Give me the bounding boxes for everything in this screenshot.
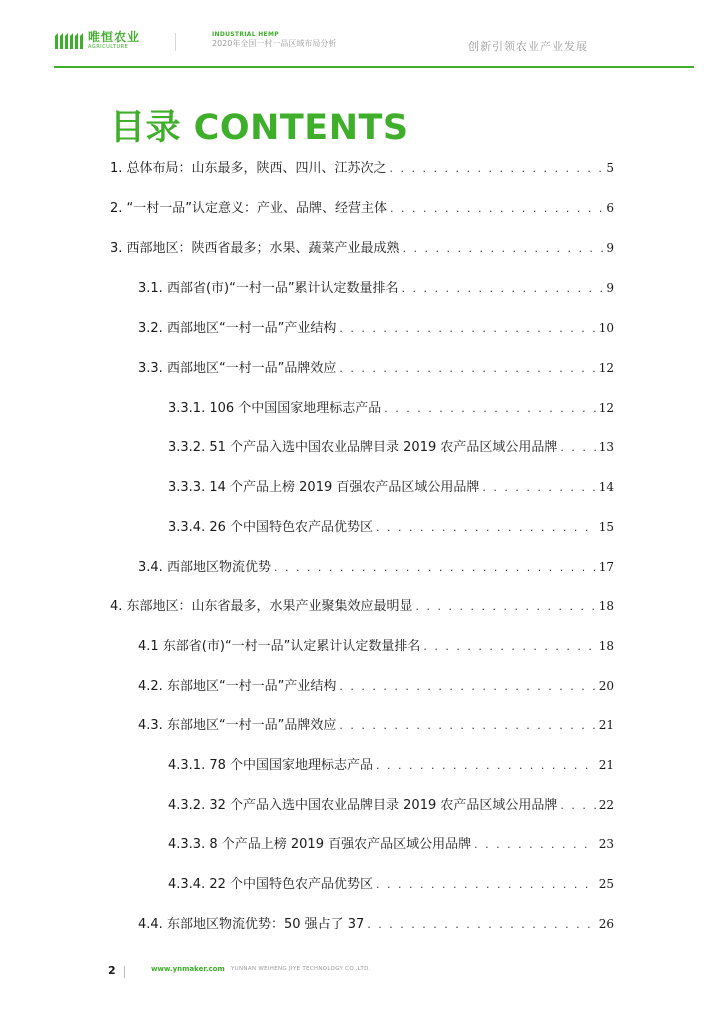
footer-divider (124, 966, 125, 978)
header-en-title: INDUSTRIAL HEMP (212, 31, 279, 38)
page-header (0, 0, 724, 70)
toc-entry-page: 18 (598, 639, 614, 653)
header-rule (54, 66, 694, 68)
toc-entry-page: 23 (598, 837, 614, 851)
toc-entry[interactable] (138, 278, 614, 298)
toc-entry-page: 9 (606, 281, 614, 295)
toc-entry-page: 26 (598, 917, 614, 931)
toc-entry[interactable] (110, 596, 614, 616)
toc-title: 目录 CONTENTS (110, 108, 409, 148)
toc-entry-label: 4.3.4. 22 个中国特色农产品优势区 (168, 877, 374, 892)
toc-entry-label: 4.3.2. 32 个产品入选中国农业品牌目录 2019 农产品区域公用品牌 (168, 798, 558, 813)
toc-entry-label: 3.3.3. 14 个产品上榜 2019 百强农产品区域公用品牌 (168, 480, 480, 495)
toc-leader-dots (339, 359, 595, 379)
toc-entry[interactable] (138, 358, 614, 378)
toc-entry-page: 21 (598, 758, 614, 772)
page-footer (0, 960, 724, 990)
footer-page-number: 2 (108, 964, 116, 977)
toc-leader-dots (390, 199, 603, 219)
toc-entry-label: 4.1 东部省(市)“一村一品”认定累计认定数量排名 (138, 639, 421, 654)
toc-leader-dots (376, 756, 596, 776)
toc-leader-dots (339, 716, 595, 736)
toc-entry[interactable] (168, 874, 614, 894)
toc-entry[interactable] (168, 755, 614, 775)
header-slogan: 创新引领农业产业发展 (468, 40, 588, 53)
toc-leader-dots (339, 677, 595, 697)
logo-leaf-icon (54, 30, 84, 50)
toc-leader-dots (339, 319, 595, 339)
toc-entry-page: 14 (598, 480, 614, 494)
footer-company-name: YUNNAN WEIHENG JIYE TECHNOLOGY CO.,LTD. (231, 966, 371, 972)
logo-cn-text: 唯恒农业 (88, 29, 141, 44)
header-divider (175, 33, 176, 51)
toc-entry[interactable] (168, 795, 614, 815)
toc-leader-dots (384, 399, 595, 419)
toc-entry-label: 1. 总体布局：山东最多，陕西、四川、江苏次之 (110, 161, 387, 176)
toc-entry-label: 3.3.2. 51 个产品入选中国农业品牌目录 2019 农产品区域公用品牌 (168, 440, 558, 455)
toc-entry[interactable] (138, 318, 614, 338)
header-report-title (212, 31, 336, 49)
toc-leader-dots (416, 597, 596, 617)
toc-entry-page: 9 (606, 241, 614, 255)
toc-entry[interactable] (138, 557, 614, 577)
toc-entry-label: 3.2. 西部地区“一村一品”产业结构 (138, 321, 337, 336)
toc-leader-dots (423, 637, 595, 657)
toc-entry-label: 3.1. 西部省(市)“一村一品”累计认定数量排名 (138, 281, 399, 296)
toc-leader-dots (376, 518, 596, 538)
toc-entry-page: 10 (598, 321, 614, 335)
toc-entry-label: 3.4. 西部地区物流优势 (138, 560, 271, 575)
toc-leader-dots (403, 239, 604, 259)
toc-entry[interactable] (168, 517, 614, 537)
toc-entry-page: 13 (598, 440, 614, 454)
toc-entry[interactable] (168, 477, 614, 497)
toc-entry[interactable] (168, 834, 614, 854)
toc-entry[interactable] (168, 437, 614, 457)
toc-entry-page: 22 (598, 798, 614, 812)
toc-leader-dots (402, 279, 604, 299)
toc-entry-label: 3.3.1. 106 个中国国家地理标志产品 (168, 401, 382, 416)
toc-entry[interactable] (138, 636, 614, 656)
toc-entry-page: 12 (598, 361, 614, 375)
toc-entry-page: 5 (606, 161, 614, 175)
toc-leader-dots (367, 915, 595, 935)
toc-leader-dots (376, 875, 596, 895)
toc-entry[interactable] (138, 914, 614, 934)
footer-website-link[interactable]: www.ynmaker.com (151, 965, 225, 973)
toc-entry-label: 3. 西部地区：陕西省最多；水果、蔬菜产业最成熟 (110, 241, 400, 256)
toc-entry[interactable] (110, 198, 614, 218)
toc-entry-label: 4.3.1. 78 个中国国家地理标志产品 (168, 758, 374, 773)
toc-entry-page: 21 (598, 718, 614, 732)
toc-entry-label: 4.4. 东部地区物流优势：50 强占了 37 (138, 917, 365, 932)
toc-entry-label: 4.3. 东部地区“一村一品”品牌效应 (138, 718, 337, 733)
logo-en-text: AGRICULTURE (88, 43, 129, 50)
toc-entry-page: 17 (598, 560, 614, 574)
toc-leader-dots (560, 796, 595, 816)
toc-entry-page: 15 (598, 520, 614, 534)
toc-leader-dots (390, 159, 604, 179)
toc-entry-label: 4.2. 东部地区“一村一品”产业结构 (138, 679, 337, 694)
toc-leader-dots (482, 478, 595, 498)
toc-entry-label: 2. “一村一品”认定意义：产业、品牌、经营主体 (110, 201, 388, 216)
toc-entry-label: 4.3.3. 8 个产品上榜 2019 百强农产品区域公用品牌 (168, 837, 472, 852)
toc-leader-dots (474, 835, 596, 855)
toc-entry-page: 12 (598, 401, 614, 415)
toc-entry-page: 25 (598, 877, 614, 891)
toc-leader-dots (274, 558, 596, 578)
header-cn-title: 2020年全国一村一品区域布局分析 (212, 39, 337, 49)
company-logo (54, 30, 140, 50)
toc-leader-dots (560, 438, 595, 458)
toc-entry[interactable] (110, 158, 614, 178)
toc-entry-page: 18 (598, 599, 614, 613)
toc-entry-label: 4. 东部地区：山东省最多，水果产业聚集效应最明显 (110, 599, 413, 614)
toc-entry[interactable] (168, 398, 614, 418)
toc-entry-page: 6 (606, 201, 614, 215)
toc-entry[interactable] (138, 715, 614, 735)
toc-entry-label: 3.3. 西部地区“一村一品”品牌效应 (138, 361, 337, 376)
toc-entry[interactable] (110, 238, 614, 258)
toc-entry-page: 20 (598, 679, 614, 693)
toc-entry-label: 3.3.4. 26 个中国特色农产品优势区 (168, 520, 374, 535)
toc-entry[interactable] (138, 676, 614, 696)
